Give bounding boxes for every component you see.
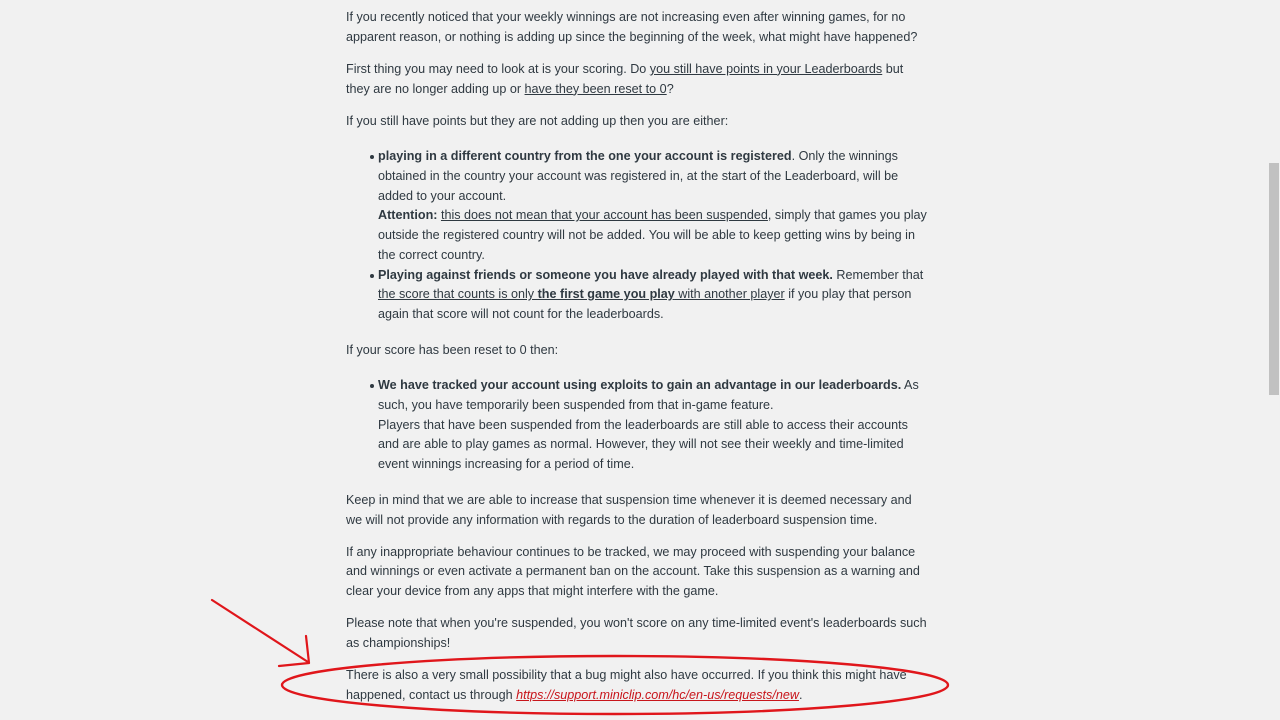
list-item: Playing against friends or someone you have already played with that week. Remember that the score that counts is only the first game you play with another player if you play that person again that score will not count for the leaderboards. xyxy=(378,266,928,325)
paragraph-championships: Please note that when you're suspended, you won't score on any time-limited event's leaderboards such as championships! xyxy=(346,616,927,650)
link-not-suspended[interactable]: this does not mean that your account has been suspended xyxy=(440,208,768,223)
list-reset xyxy=(346,376,928,475)
paragraph-intro: If you recently noticed that your weekly winnings are not increasing even after winning games, for no apparent reason, or nothing is adding up since the beginning of the week, what might have happened? xyxy=(346,10,918,44)
attention-label: Attention: xyxy=(378,208,438,223)
scrollbar-thumb[interactable] xyxy=(1269,163,1279,395)
paragraph-not-adding-up: If you still have points but they are not adding up then you are either: xyxy=(346,113,729,128)
list-item: We have tracked your account using exploits to gain an advantage in our leaderboards. As such, you have temporarily been suspended from that in-game feature. Players that have been suspended from the leaderboards are still able to access their accounts and are able to play games as normal. However, they will not see their weekly and time-limited event winnings increasing for a period of time. xyxy=(378,376,928,475)
support-request-link[interactable]: https://support.miniclip.com/hc/en-us/requests/new xyxy=(516,687,799,702)
paragraph-reset: If your score has been reset to 0 then: xyxy=(346,342,559,357)
article-body xyxy=(346,8,928,718)
paragraph-bug: There is also a very small possibility that a bug might also have occurred. If you think this might have happened, contact us through https://support.miniclip.com/hc/en-us/requests/new. xyxy=(346,667,907,702)
paragraph-inappropriate-behaviour: If any inappropriate behaviour continues to be tracked, we may proceed with suspending your balance and winnings or even activate a permanent ban on the account. Take this suspension as a warning and clear your device from any apps that might interfere with the game. xyxy=(346,544,920,599)
paragraph-suspension-time: Keep in mind that we are able to increase that suspension time whenever it is deemed necessary and we will not provide any information with regards to the duration of leaderboard suspension time. xyxy=(346,492,912,527)
link-first-game-counts[interactable]: the score that counts is only the first game you play with another player xyxy=(378,287,785,302)
red-arrow xyxy=(212,600,309,666)
page-scrollbar[interactable] xyxy=(1268,0,1280,720)
link-reset-to-0[interactable]: have they been reset to 0 xyxy=(524,81,667,96)
list-item: playing in a different country from the one your account is registered. Only the winnings obtained in the country your account was registered in, at the start of the Leaderboard, will be added to your account. Attention: this does not mean that your account has been suspended, simply that games you play outside the registered country will not be added. You will be able to keep getting wins by being in the correct country. xyxy=(378,147,928,265)
list-not-adding-up xyxy=(346,147,928,324)
link-points-in-leaderboards[interactable]: you still have points in your Leaderboards xyxy=(649,61,883,76)
paragraph-scoring: First thing you may need to look at is your scoring. Do you still have points in your Leaderboards but they are no longer adding up or have they been reset to 0? xyxy=(346,61,904,96)
